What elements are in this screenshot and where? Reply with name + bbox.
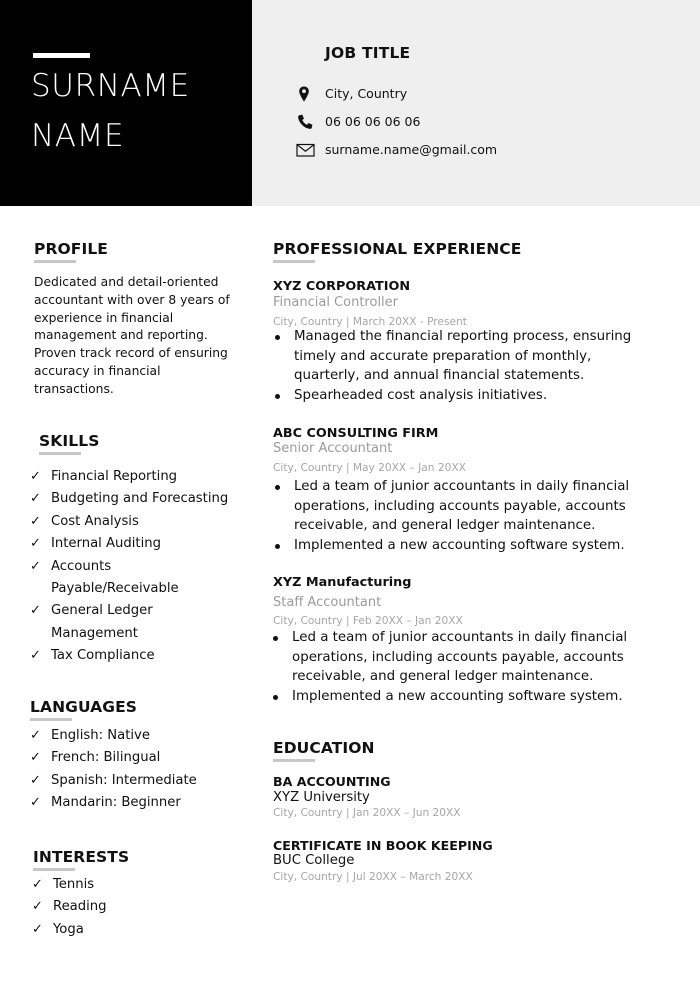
list-item: ✓ Yoga [32, 919, 232, 941]
check-icon: ✓ [32, 899, 43, 915]
skills-list [30, 466, 250, 668]
edu-meta: City, Country | Jan 20XX – Jun 20XX [273, 807, 461, 819]
experience-rule [273, 260, 315, 263]
list-item: ✓ Reading [32, 896, 232, 918]
check-icon: ✓ [30, 558, 41, 574]
interests-title: INTERESTS [33, 848, 130, 866]
interests-list [32, 874, 232, 941]
list-item: ✓ French: Bilingual [30, 747, 250, 769]
check-icon: ✓ [30, 750, 41, 766]
job-company: ABC CONSULTING FIRM [273, 426, 439, 441]
job-company: XYZ CORPORATION [273, 279, 411, 294]
languages-list [30, 725, 250, 815]
edu-school: BUC College [273, 853, 355, 868]
list-item: Spearheaded cost analysis initiatives. [273, 386, 658, 406]
contact-location-text: City, Country [325, 86, 408, 101]
edu-degree: CERTIFICATE IN BOOK KEEPING [273, 838, 493, 853]
job-company: XYZ Manufacturing [273, 575, 412, 590]
check-icon: ✓ [30, 513, 41, 529]
surname-heading: SURNAME [31, 68, 190, 104]
job-meta: City, Country | March 20XX - Present [273, 316, 467, 328]
job-role: Financial Controller [273, 295, 399, 310]
check-icon: ✓ [30, 603, 41, 619]
list-item: Led a team of junior accountants in daily financial operations, including accounts payable, accounts receivable, and general ledger maintenance. [271, 628, 631, 687]
list-item: ✓ Budgeting and Forecasting [30, 488, 250, 510]
list-item: ✓ Tennis [32, 874, 232, 896]
education-rule [273, 759, 315, 762]
list-item: ✓ Mandarin: Beginner [30, 792, 250, 814]
check-icon: ✓ [30, 648, 41, 664]
envelope-icon [296, 141, 316, 159]
profile-text: Dedicated and detail-oriented accountant with over 8 years of experience in financial management and reporting. Proven track record of ensuring accuracy in financial transactions. [34, 275, 230, 396]
name-accent-bar [33, 53, 90, 58]
check-icon: ✓ [30, 795, 41, 811]
job-bullets [273, 477, 633, 555]
list-item: ✓ Financial Reporting [30, 466, 250, 488]
experience-title: PROFESSIONAL EXPERIENCE [273, 240, 522, 258]
check-icon: ✓ [30, 491, 41, 507]
job-bullets [273, 327, 658, 405]
edu-school: XYZ University [273, 790, 370, 805]
edu-degree: BA ACCOUNTING [273, 774, 391, 789]
list-item: ✓ Internal Auditing [30, 533, 250, 555]
job-bullets [271, 628, 631, 706]
check-icon: ✓ [30, 536, 41, 552]
list-item: Management [51, 625, 138, 641]
job-meta: City, Country | Feb 20XX – Jan 20XX [273, 615, 463, 627]
list-item: ✓ General Ledger [30, 600, 250, 622]
list-item: Implemented a new accounting software system. [271, 687, 631, 707]
list-item: ✓ English: Native [30, 725, 250, 747]
edu-meta: City, Country | Jul 20XX – March 20XX [273, 871, 473, 883]
phone-icon [296, 113, 316, 131]
check-icon: ✓ [32, 921, 43, 937]
interests-rule [33, 868, 75, 871]
check-icon: ✓ [32, 877, 43, 892]
list-item: ✓ Spanish: Intermediate [30, 770, 250, 792]
check-icon: ✓ [30, 772, 41, 788]
job-role: Senior Accountant [273, 441, 393, 456]
job-role: Staff Accountant [273, 595, 382, 610]
job-meta: City, Country | May 20XX – Jan 20XX [273, 462, 466, 474]
list-item: Led a team of junior accountants in daily financial operations, including accounts payable, accounts receivable, and general ledger maintenance. [273, 477, 633, 536]
languages-rule [30, 718, 72, 721]
list-item: ✓ Cost Analysis [30, 511, 250, 533]
job-title: JOB TITLE [325, 44, 411, 62]
contact-block [252, 0, 700, 206]
name-heading: NAME [31, 118, 125, 154]
list-item: ✓ Accounts [30, 556, 250, 578]
profile-rule [34, 260, 76, 263]
profile-title: PROFILE [34, 240, 108, 258]
education-title: EDUCATION [273, 739, 375, 757]
contact-phone-text: 06 06 06 06 06 [325, 114, 421, 129]
skills-title: SKILLS [39, 432, 100, 450]
languages-title: LANGUAGES [30, 698, 138, 716]
check-icon: ✓ [30, 469, 41, 484]
list-item: Payable/Receivable [51, 581, 179, 597]
skills-rule [39, 452, 81, 455]
contact-email-text: surname.name@gmail.com [325, 142, 498, 157]
list-item: Implemented a new accounting software system. [273, 536, 633, 556]
list-item: Managed the financial reporting process, ensuring timely and accurate preparation of monthly, quarterly, and annual financial statements. [273, 327, 658, 386]
list-item: ✓ Tax Compliance [30, 645, 250, 667]
check-icon: ✓ [30, 728, 41, 743]
location-pin-icon [296, 85, 316, 103]
